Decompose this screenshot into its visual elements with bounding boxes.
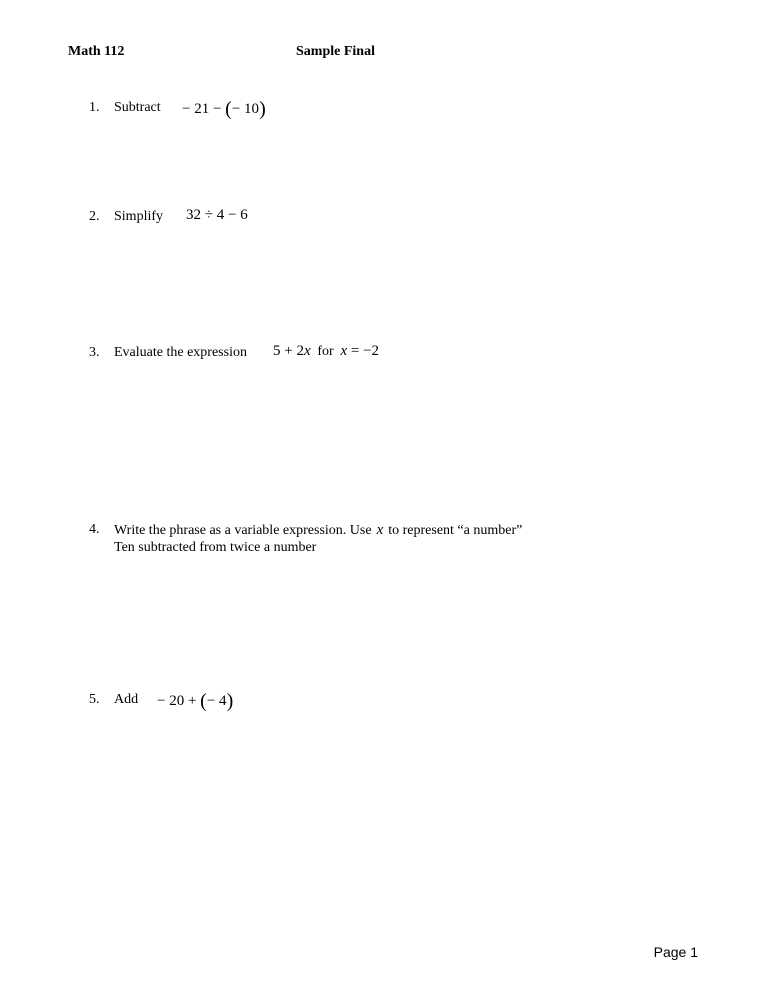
expression-inner: − 10 [231, 101, 260, 117]
course-label: Math 112 [68, 44, 125, 59]
question-prompt: Evaluate the expression [114, 345, 247, 360]
expression-part: − 20 + [157, 693, 197, 709]
variable-x: x [340, 343, 348, 359]
variable-x: x [303, 343, 311, 359]
question-prompt: Add [114, 692, 139, 707]
open-paren: ( [225, 98, 232, 120]
page-number: Page 1 [653, 944, 698, 960]
expression-inner: − 4 [206, 693, 227, 709]
variable-x: x [376, 522, 384, 538]
question-number: 2. [89, 209, 100, 224]
prompt-part: Write the phrase as a variable expression. Use [114, 523, 372, 538]
question-prompt: Subtract [114, 100, 161, 115]
question-prompt: Simplify [114, 209, 164, 224]
prompt-part: to represent “a number” [388, 523, 523, 538]
question-4-phrase: Ten subtracted from twice a number [114, 540, 317, 555]
question-1-expression [182, 98, 266, 121]
expression-part: − 21 − [182, 101, 222, 117]
question-number: 5. [89, 692, 100, 707]
question-number: 4. [89, 522, 100, 537]
open-paren: ( [200, 690, 207, 712]
close-paren: ) [259, 98, 266, 120]
question-5-expression [157, 690, 233, 713]
question-number: 3. [89, 345, 100, 360]
question-number: 1. [89, 100, 100, 115]
expression-connector: for [317, 344, 334, 359]
question-3-expression [273, 343, 379, 360]
question-2-expression: 32 ÷ 4 − 6 [186, 207, 248, 223]
question-prompt [114, 521, 522, 540]
expression-part: = −2 [350, 343, 380, 359]
expression-part: 5 + 2 [273, 343, 304, 359]
close-paren: ) [226, 690, 234, 712]
document-title: Sample Final [296, 44, 375, 59]
